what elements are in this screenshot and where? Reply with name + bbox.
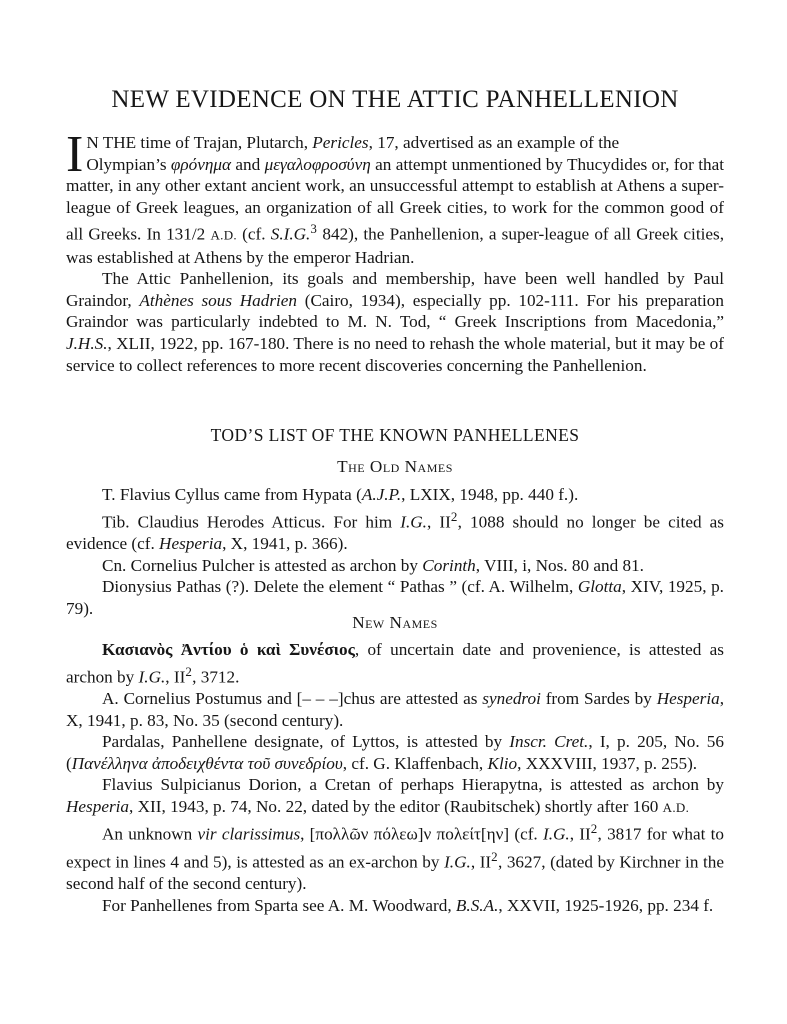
greek-megalophrosyne: μεγαλοφροσύνη [264,154,371,174]
intro-section [66,126,725,376]
list-item: For Panhellenes from Sparta see A. M. Woodward, B.S.A., XXVII, 1925-1926, pp. 234 f. [102,895,714,915]
list-item: Κασιανὸς Ἀντίου ὁ καὶ Συνέσιος, of uncertain date and provenience, is attested as archon by I.G., $II^2$, 3712. [66,640,724,687]
new-names-list [66,639,724,916]
greek-phronema: φρόνημα [170,154,232,174]
list-item: Tib. Claudius Herodes Atticus. For him I.G., $II^2$, 1088 should no longer be cited as evidence (cf. Hesperia, X, 1941, p. 366). [66,508,724,553]
greek-name-kasianos: Κασιανὸς Ἀντίου ὁ καὶ Συνέσιος [102,640,355,659]
list-item: Dionysius Pathas (?). Delete the element “ Pathas ” (cf. A. Wilhelm, Glotta, XIV, 1925, p. 79). [66,577,724,618]
list-heading: TOD’S LIST OF THE KNOWN PANHELLENES [210,425,580,445]
list-item: Cn. Cornelius Pulcher is attested as archon by Corinth, VIII, i, Nos. 80 and 81. [102,555,644,575]
old-names-heading: The Old Names [337,457,453,476]
article-title: NEW EVIDENCE ON THE ATTIC PANHELLENION [111,86,679,113]
list-item: Pardalas, Panhellene designate, of Lyttos, is attested by Inscr. Cret., I, p. 205, No. 56 (Πανέλληνα ἀποδειχθέντα τοῦ συνεδρίου, cf. G. Klaffenbach, Klio, XXXVIII, 1937, p. 255). [66,732,724,773]
list-item: Flavius Sulpicianus Dorion, a Cretan of perhaps Hierapytna, is attested as archon by Hesperia, XII, 1943, p. 74, No. 22, dated by the editor (Raubitschek) shortly after 160 A.D. [66,775,724,816]
intro-paragraph-2: The Attic Panhellenion, its goals and membership, have been well handled by Paul Graindor, Athènes sous Hadrien (Cairo, 1934), especially pp. 102-111. For his preparation Graindor was particularly indebted to M. N. Tod, “ Greek Inscriptions from Macedonia,” J.H.S., XLII, 1922, pp. 167-180. There is no need to rehash the whole material, but it may be of service to collect references to more recent discoveries concerning the Panhellenion. [66,269,724,375]
drop-cap: I [66,126,84,183]
greek-phrase: Πανέλληνα ἀποδειχθέντα τοῦ συνεδρίου [71,753,343,773]
list-item: A. Cornelius Postumus and [– – –]chus are attested as synedroi from Sardes by Hesperia, X, 1941, p. 83, No. 35 (second century). [66,688,725,730]
old-names-list [66,484,724,619]
list-item: An unknown vir clarissimus, [πολλῶν πόλεω]ν πολείτ[ην] (cf. I.G., $II^2$, 3817 for what to expect in lines 4 and 5), is attested as an ex-archon by I.G., $II^2$, 3627, (dated by Kirchner in the second half of the second century). [66,821,725,894]
new-names-heading: New Names [352,613,438,632]
list-item: T. Flavius Cyllus came from Hypata (A.J.P., LXIX, 1948, pp. 440 f.). [102,485,579,504]
intro-paragraph-1: I N THE time of Trajan, Plutarch, Pericles, 17, advertised as an example of the Olympian’s φρόνημα and μεγαλοφροσύνη an attempt unmentioned by Thucydides or, for that matter, in any other extant ancient work, an unsuccessful attempt to establish at Athens a super-league of Greek leagues, an organization of all Greek cities, to work for the common good of all Greeks. In 131/2 A.D. (cf. S.I.G.$^3$ 842), the Panhellenion, a super-league of all Greek cities, was established at Athens by the emperor Hadrian. [66,126,725,267]
